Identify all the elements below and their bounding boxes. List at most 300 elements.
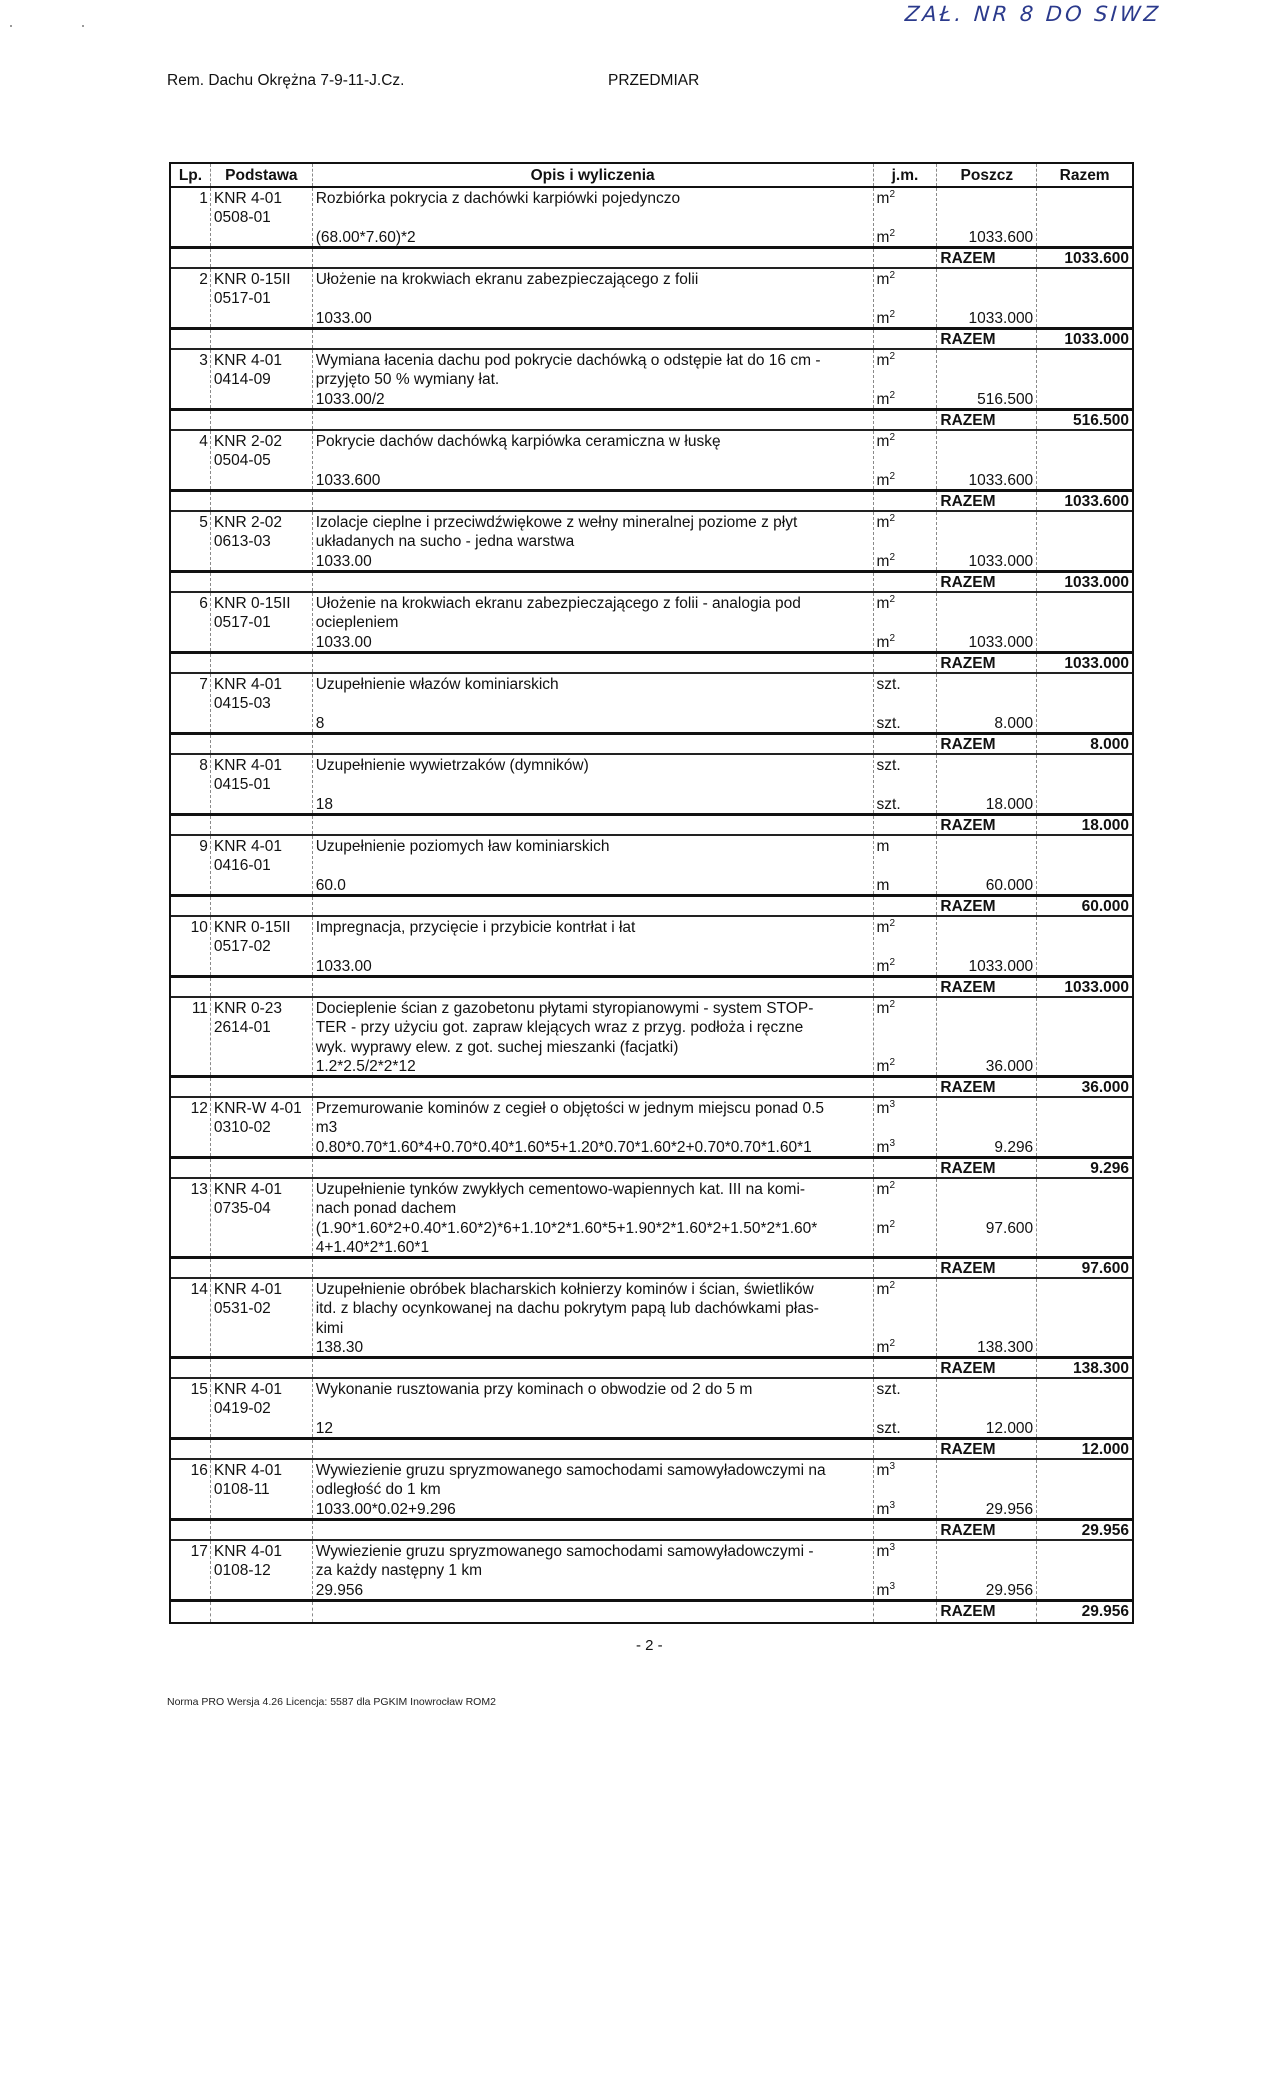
basis-position: 0415-03 — [213, 695, 271, 713]
partial-value: 1033.000 — [968, 958, 1034, 975]
sum-row — [171, 573, 1132, 593]
calculation-line: 1.2*2.5/2*2*12 — [315, 1057, 416, 1075]
total-cell — [1037, 1379, 1132, 1437]
description-line: Uzupełnienie włazów kominiarskich — [315, 676, 559, 693]
description-cell — [313, 917, 874, 975]
partial-cell — [937, 350, 1037, 408]
description-line: przyjęto 50 % wymiany łat. — [315, 371, 500, 389]
unit-calc — [877, 714, 901, 732]
sum-row — [171, 492, 1132, 512]
item-number: 14 — [171, 1279, 211, 1356]
description-line: Wykonanie rusztowania przy kominach o obwodzie od 2 do 5 m — [315, 1381, 753, 1398]
description-cell — [313, 431, 874, 489]
partial-value: 8.000 — [994, 715, 1034, 732]
basis-position: 0517-01 — [213, 290, 271, 308]
description-line: nach ponad dachem — [315, 1200, 457, 1218]
basis-code — [211, 1179, 313, 1256]
sum-value: 29.956 — [1081, 1522, 1129, 1539]
description-line — [316, 208, 870, 227]
unit-cell — [874, 512, 938, 570]
basis-catalog: KNR 2-02 — [213, 433, 282, 450]
table-row — [171, 1460, 1132, 1521]
unit-label: m — [876, 1000, 890, 1017]
description-line: wyk. wyprawy elew. z got. suchej mieszanki (facjatki) — [315, 1038, 679, 1056]
unit-cell — [874, 593, 938, 651]
unit-exponent: 2 — [889, 228, 895, 239]
basis-code — [211, 755, 313, 813]
description-cell — [313, 1460, 874, 1518]
basis-code — [211, 512, 313, 570]
description-line: Wywiezienie gruzu spryzmowanego samochodami samowyładowczymi - — [315, 1543, 814, 1560]
total-cell — [1037, 998, 1132, 1075]
description-line: Ułożenie na krokwiach ekranu zabezpieczającego z folii - analogia pod — [315, 595, 801, 612]
column-header-description: Opis i wyliczenia — [313, 164, 874, 186]
description-line — [316, 775, 870, 794]
description-line: Wywiezienie gruzu spryzmowanego samochodami samowyładowczymi na — [315, 1462, 826, 1479]
partial-value: 1033.000 — [968, 310, 1034, 327]
basis-catalog: KNR 4-01 — [213, 1543, 282, 1560]
description-line: Docieplenie ścian z gazobetonu płytami styropianowymi - system STOP- — [315, 1000, 814, 1017]
unit-label: m — [876, 1501, 890, 1518]
table-row — [171, 917, 1132, 978]
sum-value: 8.000 — [1090, 736, 1129, 753]
unit-exponent: 2 — [889, 1280, 895, 1291]
basis-catalog: KNR 4-01 — [213, 190, 282, 207]
unit-exponent: 2 — [889, 513, 895, 524]
description-line: Uzupełnienie obróbek blacharskich kołnierzy kominów i ścian, świetlików — [315, 1281, 814, 1298]
sum-value: 138.300 — [1072, 1360, 1129, 1377]
partial-cell — [937, 1541, 1037, 1599]
unit-calc — [877, 1138, 895, 1156]
partial-cell — [937, 269, 1037, 327]
calculation-line: 138.30 — [315, 1338, 364, 1356]
sum-row — [171, 330, 1132, 350]
basis-catalog: KNR 2-02 — [213, 514, 282, 531]
sum-row — [171, 816, 1132, 836]
unit-exponent: 2 — [889, 189, 895, 200]
description-line: TER - przy użyciu got. zapraw klejących wraz z przyg. podłoża i ręczne — [315, 1019, 804, 1037]
unit-exponent: 3 — [889, 1500, 895, 1511]
basis-code — [211, 998, 313, 1075]
description-line: ociepleniem — [315, 614, 399, 632]
total-cell — [1037, 431, 1132, 489]
partial-value: 97.600 — [985, 1220, 1034, 1237]
total-cell — [1037, 1541, 1132, 1599]
partial-cell — [937, 512, 1037, 570]
unit-label: szt. — [876, 1381, 901, 1398]
basis-position: 0735-04 — [213, 1200, 271, 1218]
basis-position: 0108-12 — [213, 1562, 271, 1580]
item-number: 9 — [171, 836, 211, 894]
column-header-lp: Lp. — [171, 164, 211, 186]
unit-label: m — [876, 310, 890, 327]
partial-value: 60.000 — [985, 877, 1034, 894]
sum-value: 9.296 — [1090, 1160, 1129, 1177]
description-cell — [313, 188, 874, 246]
unit-label: m — [876, 190, 890, 207]
total-cell — [1037, 269, 1132, 327]
sum-row — [171, 411, 1132, 431]
document-title: Rem. Dachu Okrężna 7-9-11-J.Cz. — [167, 72, 405, 89]
basis-code — [211, 1098, 313, 1156]
description-line — [316, 451, 870, 470]
sum-label: RAZEM — [937, 978, 1037, 996]
unit-top — [877, 513, 895, 532]
partial-cell — [937, 755, 1037, 813]
sum-value: 29.956 — [1081, 1603, 1129, 1620]
unit-exponent: 2 — [889, 633, 895, 644]
total-cell — [1037, 512, 1132, 570]
sum-label: RAZEM — [937, 1259, 1037, 1277]
partial-value: 516.500 — [977, 391, 1034, 408]
basis-code — [211, 1541, 313, 1599]
partial-cell — [937, 1460, 1037, 1518]
item-number: 13 — [171, 1179, 211, 1256]
table-row — [171, 269, 1132, 330]
total-cell — [1037, 755, 1132, 813]
calculation-line: 1033.00 — [315, 633, 372, 651]
basis-catalog: KNR 0-15II — [213, 919, 291, 936]
calculation-line: 4+1.40*2*1.60*1 — [315, 1238, 430, 1256]
unit-cell — [874, 755, 938, 813]
sum-row — [171, 654, 1132, 674]
basis-position: 0504-05 — [213, 452, 271, 470]
sum-row — [171, 1521, 1132, 1541]
unit-label: m — [876, 919, 890, 936]
sum-label: RAZEM — [937, 816, 1037, 834]
sum-value: 1033.600 — [1064, 250, 1129, 267]
partial-cell — [937, 836, 1037, 894]
unit-top — [877, 837, 890, 856]
sum-value: 36.000 — [1081, 1079, 1129, 1096]
description-line: Uzupełnienie poziomych ław kominiarskich — [315, 838, 610, 855]
unit-label: m — [876, 1181, 890, 1198]
description-line — [316, 694, 870, 713]
description-line: Impregnacja, przycięcie i przybicie kontrłat i łat — [315, 919, 636, 936]
unit-calc — [877, 1419, 901, 1437]
column-header-total: Razem — [1059, 167, 1110, 184]
item-number: 3 — [171, 350, 211, 408]
table-row — [171, 1541, 1132, 1602]
item-number: 11 — [171, 998, 211, 1075]
unit-exponent: 2 — [889, 999, 895, 1010]
unit-calc — [877, 1500, 895, 1518]
table-row — [171, 998, 1132, 1078]
scan-artifact — [82, 25, 84, 27]
basis-code — [211, 188, 313, 246]
basis-position: 0414-09 — [213, 371, 271, 389]
item-number: 15 — [171, 1379, 211, 1437]
partial-value: 12.000 — [985, 1420, 1034, 1437]
total-cell — [1037, 1098, 1132, 1156]
unit-exponent: 2 — [889, 432, 895, 443]
scan-artifact — [10, 25, 12, 27]
description-line — [316, 1399, 870, 1418]
unit-label: szt. — [876, 796, 901, 813]
sum-label: RAZEM — [937, 1521, 1037, 1539]
basis-catalog: KNR 4-01 — [213, 1381, 282, 1398]
unit-cell — [874, 836, 938, 894]
unit-calc — [877, 1581, 895, 1599]
unit-exponent: 2 — [889, 351, 895, 362]
unit-top — [877, 351, 895, 370]
sum-label: RAZEM — [937, 735, 1037, 753]
estimate-table — [169, 162, 1134, 1624]
unit-label: m — [876, 472, 890, 489]
unit-label: m — [876, 877, 890, 894]
partial-value: 1033.000 — [968, 553, 1034, 570]
sum-label: RAZEM — [937, 573, 1037, 591]
sum-value: 1033.600 — [1064, 493, 1129, 510]
unit-top — [877, 1099, 895, 1118]
partial-cell — [937, 674, 1037, 732]
sum-label: RAZEM — [937, 654, 1037, 672]
unit-calc — [877, 957, 895, 975]
calculation-line: (68.00*7.60)*2 — [315, 228, 416, 246]
unit-label: m — [876, 553, 890, 570]
description-line: kimi — [315, 1319, 344, 1337]
unit-top — [877, 270, 895, 289]
basis-position: 0517-01 — [213, 614, 271, 632]
unit-exponent: 3 — [889, 1099, 895, 1110]
basis-code — [211, 674, 313, 732]
description-cell — [313, 1279, 874, 1356]
unit-cell — [874, 188, 938, 246]
partial-cell — [937, 1179, 1037, 1256]
unit-cell — [874, 1179, 938, 1256]
total-cell — [1037, 1460, 1132, 1518]
partial-cell — [937, 431, 1037, 489]
basis-catalog: KNR 4-01 — [213, 838, 282, 855]
unit-label: m — [876, 958, 890, 975]
unit-label: m — [876, 1058, 890, 1075]
sum-row — [171, 978, 1132, 998]
total-cell — [1037, 188, 1132, 246]
basis-position: 0416-01 — [213, 857, 271, 875]
basis-catalog: KNR-W 4-01 — [213, 1100, 302, 1117]
sum-label: RAZEM — [937, 492, 1037, 510]
table-row — [171, 512, 1132, 573]
calculation-line: 1033.600 — [315, 471, 381, 489]
description-cell — [313, 593, 874, 651]
unit-exponent: 2 — [889, 1219, 895, 1230]
item-number: 16 — [171, 1460, 211, 1518]
unit-exponent: 2 — [889, 957, 895, 968]
description-line: Rozbiórka pokrycia z dachówki karpiówki pojedynczo — [315, 190, 681, 207]
unit-label: m — [876, 595, 890, 612]
unit-top — [877, 594, 895, 613]
software-footer: Norma PRO Wersja 4.26 Licencja: 5587 dla PGKIM Inowrocław ROM2 — [167, 1696, 496, 1708]
basis-code — [211, 1379, 313, 1437]
item-number: 17 — [171, 1541, 211, 1599]
unit-label: szt. — [876, 1420, 901, 1437]
sum-row — [171, 1359, 1132, 1379]
unit-label: m — [876, 514, 890, 531]
unit-label: m — [876, 838, 890, 855]
table-row — [171, 836, 1132, 897]
unit-exponent: 2 — [889, 1338, 895, 1349]
table-body — [171, 188, 1132, 1622]
sum-value: 1033.000 — [1064, 574, 1129, 591]
table-row — [171, 350, 1132, 411]
basis-position: 0310-02 — [213, 1119, 271, 1137]
calculation-line: 1033.00 — [315, 957, 372, 975]
sum-value: 516.500 — [1072, 412, 1129, 429]
description-cell — [313, 1179, 874, 1256]
unit-top — [877, 189, 895, 208]
basis-position: 2614-01 — [213, 1019, 271, 1037]
column-header-partial: Poszcz — [937, 164, 1037, 186]
partial-cell — [937, 1279, 1037, 1356]
calculation-line: 60.0 — [315, 876, 346, 894]
calculation-line: 29.956 — [315, 1581, 364, 1599]
unit-label: m — [876, 1281, 890, 1298]
partial-value: 1033.600 — [968, 229, 1034, 246]
unit-label: m — [876, 1339, 890, 1356]
unit-cell — [874, 1460, 938, 1518]
unit-label: m — [876, 433, 890, 450]
unit-calc — [877, 633, 895, 651]
partial-cell — [937, 1379, 1037, 1437]
unit-exponent: 2 — [889, 390, 895, 401]
item-number: 7 — [171, 674, 211, 732]
unit-label: m — [876, 1462, 890, 1479]
unit-calc — [877, 1338, 895, 1356]
basis-catalog: KNR 4-01 — [213, 1281, 282, 1298]
sum-row — [171, 1259, 1132, 1279]
unit-cell — [874, 269, 938, 327]
basis-catalog: KNR 4-01 — [213, 1181, 282, 1198]
description-cell — [313, 998, 874, 1075]
table-row — [171, 188, 1132, 249]
sum-row — [171, 1440, 1132, 1460]
partial-value: 1033.600 — [968, 472, 1034, 489]
total-cell — [1037, 1279, 1132, 1356]
calculation-line: 1033.00 — [315, 552, 372, 570]
partial-value: 29.956 — [985, 1501, 1034, 1518]
unit-calc — [877, 552, 895, 570]
unit-calc — [877, 1219, 895, 1238]
partial-cell — [937, 998, 1037, 1075]
table-row — [171, 755, 1132, 816]
unit-label: m — [876, 1139, 890, 1156]
description-line: Wymiana łacenia dachu pod pokrycie dachówką o odstępie łat do 16 cm - — [315, 352, 821, 369]
description-line: Uzupełnienie wywietrzaków (dymników) — [315, 757, 589, 774]
description-cell — [313, 755, 874, 813]
sum-value: 97.600 — [1081, 1260, 1129, 1277]
unit-top — [877, 999, 895, 1018]
unit-top — [877, 1461, 895, 1480]
item-number: 10 — [171, 917, 211, 975]
partial-cell — [937, 188, 1037, 246]
unit-calc — [877, 309, 895, 327]
unit-exponent: 3 — [889, 1581, 895, 1592]
description-cell — [313, 836, 874, 894]
sum-row — [171, 249, 1132, 269]
description-cell — [313, 350, 874, 408]
calculation-line: (1.90*1.60*2+0.40*1.60*2)*6+1.10*2*1.60*5+1.90*2*1.60*2+1.50*2*1.60* — [315, 1219, 818, 1237]
sum-row — [171, 1602, 1132, 1622]
sum-label: RAZEM — [937, 411, 1037, 429]
description-cell — [313, 269, 874, 327]
item-number: 1 — [171, 188, 211, 246]
basis-position: 0108-11 — [213, 1481, 270, 1499]
unit-exponent: 2 — [889, 552, 895, 563]
basis-position: 0531-02 — [213, 1300, 271, 1318]
table-row — [171, 1098, 1132, 1159]
total-cell — [1037, 350, 1132, 408]
basis-code — [211, 917, 313, 975]
item-number: 8 — [171, 755, 211, 813]
unit-exponent: 2 — [889, 270, 895, 281]
sum-value: 1033.000 — [1064, 655, 1129, 672]
column-header-basis: Podstawa — [211, 164, 313, 186]
unit-top — [877, 1180, 895, 1199]
sum-row — [171, 897, 1132, 917]
item-number: 12 — [171, 1098, 211, 1156]
unit-top — [877, 1280, 895, 1299]
description-line: Ułożenie na krokwiach ekranu zabezpieczającego z folii — [315, 271, 699, 288]
item-number: 6 — [171, 593, 211, 651]
description-line: m3 — [315, 1119, 338, 1137]
unit-label: m — [876, 229, 890, 246]
basis-catalog: KNR 4-01 — [213, 757, 282, 774]
unit-label: m — [876, 1100, 890, 1117]
basis-code — [211, 350, 313, 408]
table-row — [171, 674, 1132, 735]
sum-value: 1033.000 — [1064, 979, 1129, 996]
sum-value: 18.000 — [1081, 817, 1129, 834]
unit-exponent: 2 — [889, 309, 895, 320]
sum-row — [171, 735, 1132, 755]
table-row — [171, 593, 1132, 654]
unit-calc — [877, 1057, 895, 1075]
sum-value: 60.000 — [1081, 898, 1129, 915]
total-cell — [1037, 836, 1132, 894]
sum-value: 12.000 — [1081, 1441, 1129, 1458]
unit-label: szt. — [876, 757, 901, 774]
sum-label: RAZEM — [937, 1359, 1037, 1377]
basis-code — [211, 1279, 313, 1356]
unit-cell — [874, 1379, 938, 1437]
sum-label: RAZEM — [937, 330, 1037, 348]
description-line: Przemurowanie kominów z cegieł o objętości w jednym miejscu ponad 0.5 — [315, 1100, 825, 1117]
basis-position: 0419-02 — [213, 1400, 271, 1418]
table-header — [171, 164, 1132, 188]
description-cell — [313, 1379, 874, 1437]
sum-label: RAZEM — [937, 249, 1037, 267]
sum-label: RAZEM — [937, 1602, 1037, 1622]
unit-cell — [874, 998, 938, 1075]
total-cell — [1037, 674, 1132, 732]
basis-position: 0508-01 — [213, 209, 271, 227]
description-line: układanych na sucho - jedna warstwa — [315, 533, 575, 551]
unit-exponent: 2 — [889, 1057, 895, 1068]
basis-catalog: KNR 4-01 — [213, 676, 282, 693]
description-cell — [313, 1541, 874, 1599]
calculation-line: 1033.00/2 — [315, 390, 385, 408]
sum-label: RAZEM — [937, 1159, 1037, 1177]
table-row — [171, 1379, 1132, 1440]
unit-calc — [877, 390, 895, 408]
sum-label: RAZEM — [937, 1078, 1037, 1096]
unit-cell — [874, 1279, 938, 1356]
basis-position: 0517-02 — [213, 938, 271, 956]
partial-value: 9.296 — [994, 1139, 1034, 1156]
unit-calc — [877, 876, 890, 894]
total-cell — [1037, 593, 1132, 651]
basis-position: 0415-01 — [213, 776, 271, 794]
